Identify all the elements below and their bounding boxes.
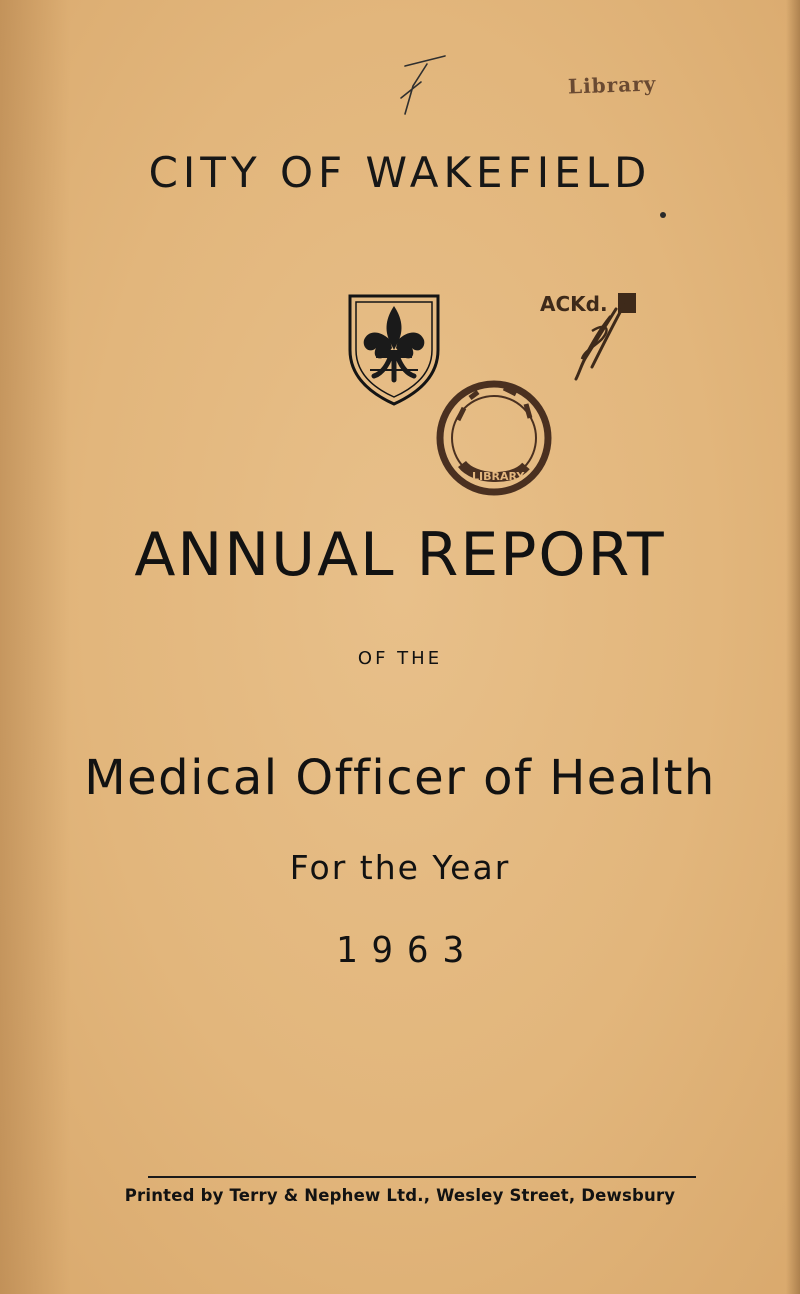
printer-imprint: Printed by Terry & Nephew Ltd., Wesley Street, Dewsbury xyxy=(124,1186,676,1205)
report-subject: Medical Officer of Health xyxy=(84,750,716,806)
for-the-year-line: For the Year xyxy=(289,848,511,887)
city-title: CITY OF WAKEFIELD xyxy=(148,148,652,197)
ink-dot xyxy=(660,212,666,218)
city-arms-shield-icon xyxy=(344,290,444,408)
seal-icon xyxy=(434,368,552,508)
library-stamp: Library xyxy=(567,71,657,99)
divider-rule xyxy=(148,1176,696,1178)
of-the-line: OF THE xyxy=(357,648,443,669)
report-year: 1963 xyxy=(335,930,479,971)
report-heading: ANNUAL REPORT xyxy=(134,520,666,590)
acknowledgement-text: ACKd. xyxy=(540,292,608,316)
pencil-mark xyxy=(383,48,463,128)
library-seal xyxy=(434,368,552,508)
seal-text: LIBRARY xyxy=(472,470,525,483)
